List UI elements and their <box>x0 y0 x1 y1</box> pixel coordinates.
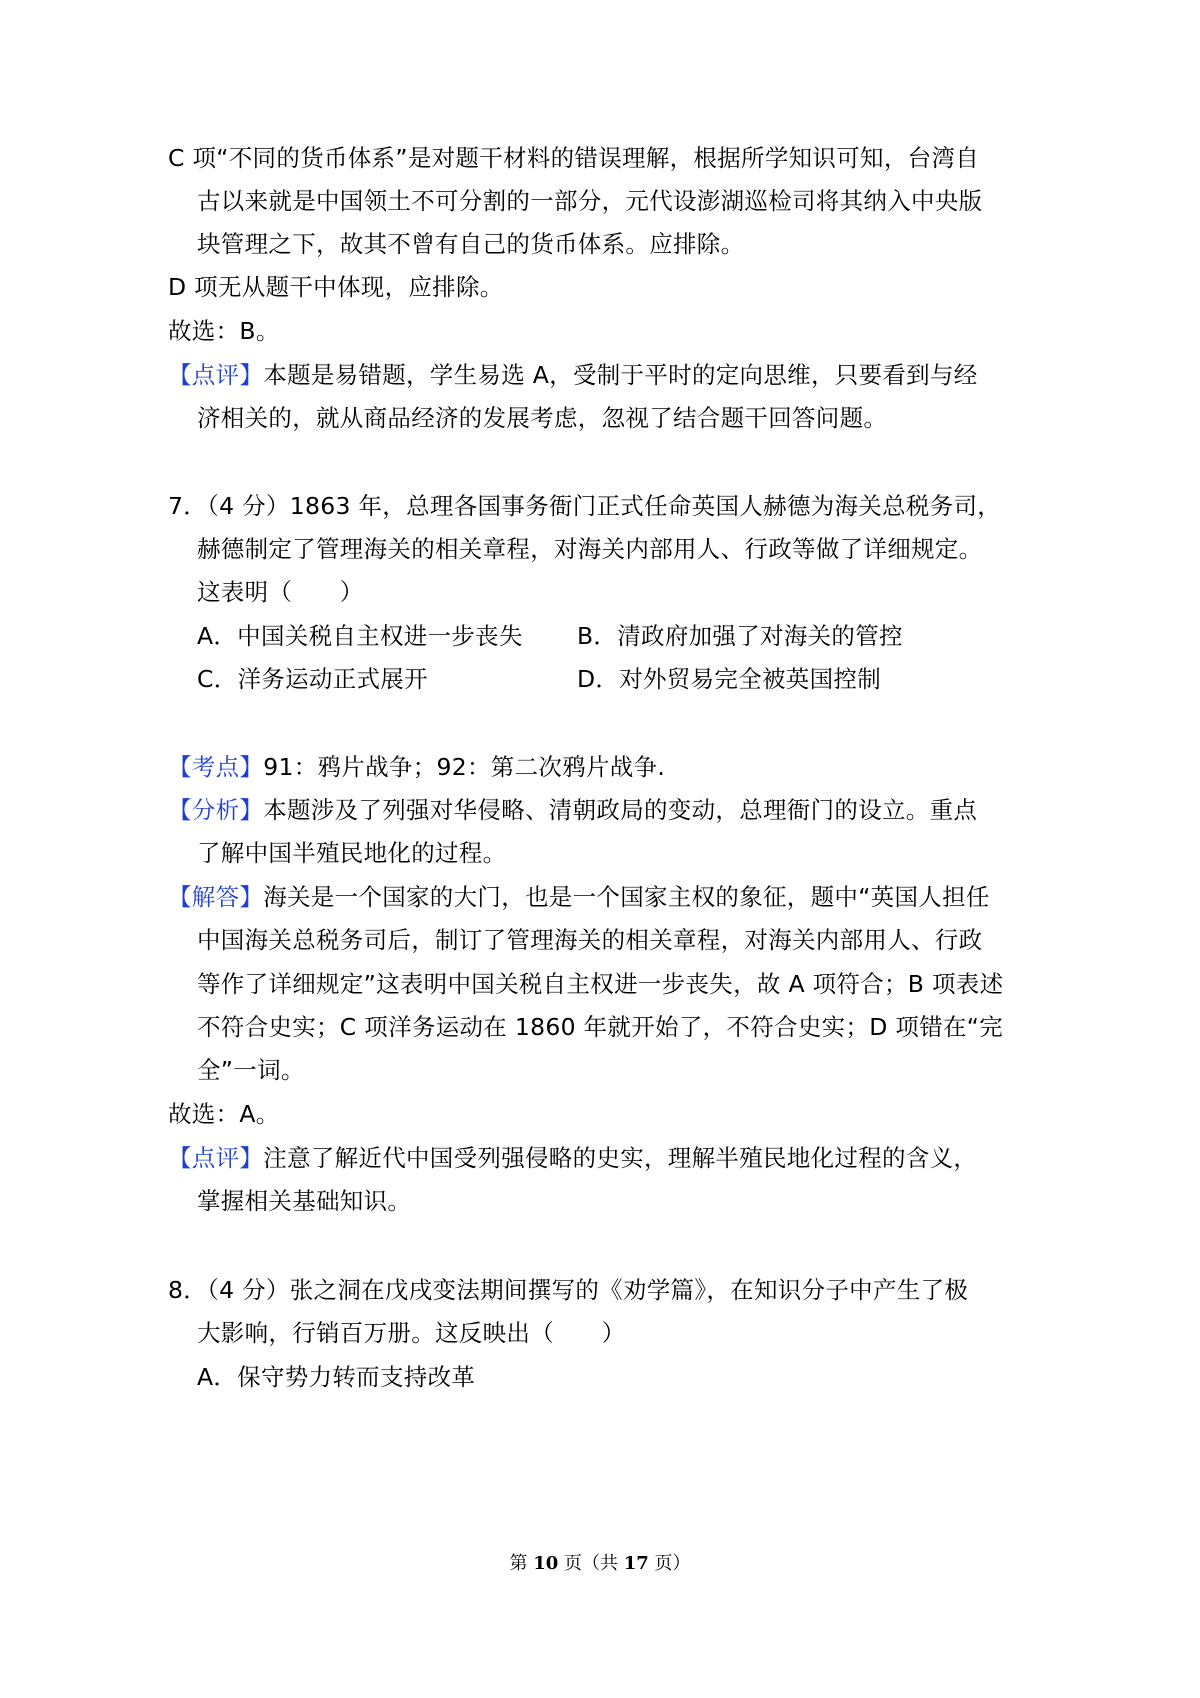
line-text: D 项无从题干中体现，应排除。 <box>168 273 504 301</box>
text-line <box>0 831 1200 875</box>
footer-suffix: 页） <box>648 1553 691 1574</box>
comment-line <box>0 353 1200 397</box>
key-point-line <box>0 745 1200 789</box>
page-footer <box>0 1550 1200 1578</box>
line-text: 8．（4 分）张之洞在戊戌变法期间撰写的《劝学篇》，在知识分子中产生了极 <box>168 1276 969 1304</box>
line-text: 中国海关总税务司后，制订了管理海关的相关章程，对海关内部用人、行政 <box>197 926 983 954</box>
total-page-number: 17 <box>623 1553 649 1574</box>
answer-line <box>0 875 1200 919</box>
answer-tag: 【解答】 <box>168 883 264 911</box>
line-text: 这表明（ ） <box>197 578 364 606</box>
line-text: 故选：A。 <box>168 1100 280 1128</box>
comment-tag: 【点评】 <box>168 1144 264 1172</box>
line-text: C 项“不同的货币体系”是对题干材料的错误理解，根据所学知识可知，台湾自 <box>168 144 980 172</box>
text-line <box>0 309 1200 353</box>
text-line <box>0 1311 1200 1355</box>
line-text: 故选：B。 <box>168 317 280 345</box>
option-b: B．清政府加强了对海关的管控 <box>577 622 903 650</box>
option-a: A．中国关税自主权进一步丧失 <box>197 622 523 650</box>
text-line <box>0 1048 1200 1092</box>
line-text: 掌握相关基础知识。 <box>197 1187 412 1215</box>
question-7-options-row-1 <box>0 614 1200 658</box>
line-text: 注意了解近代中国受列强侵略的史实，理解半殖民地化过程的含义， <box>263 1144 978 1172</box>
text-line <box>0 527 1200 571</box>
option-a <box>0 1355 1200 1399</box>
line-text: 本题是易错题，学生易选 A，受制于平时的定向思维，只要看到与经 <box>263 361 978 389</box>
comment-line <box>0 1136 1200 1180</box>
line-text: 全”一词。 <box>197 1056 305 1084</box>
comment-tag: 【点评】 <box>168 361 264 389</box>
footer-middle: 页（共 <box>558 1553 624 1574</box>
option-c: C．洋务运动正式展开 <box>197 665 428 693</box>
line-text: 大影响，行销百万册。这反映出（ ） <box>197 1319 626 1347</box>
option-d: D．对外贸易完全被英国控制 <box>577 665 881 693</box>
footer-prefix: 第 <box>509 1553 534 1574</box>
text-line <box>0 136 1200 180</box>
line-text: 7．（4 分）1863 年，总理各国事务衙门正式任命英国人赫德为海关总税务司， <box>168 492 1002 520</box>
line-text: 91：鸦片战争；92：第二次鸦片战争. <box>263 753 666 781</box>
text-line <box>0 222 1200 266</box>
line-text: 不符合史实；C 项洋务运动在 1860 年就开始了，不符合史实；D 项错在“完 <box>197 1013 1004 1041</box>
line-text: 等作了详细规定”这表明中国关税自主权进一步丧失，故 A 项符合；B 项表述 <box>197 970 1004 998</box>
question-7-options-row-2 <box>0 657 1200 701</box>
line-text: 古以来就是中国领土不可分割的一部分，元代设澎湖巡检司将其纳入中央版 <box>197 187 983 215</box>
line-text: 赫德制定了管理海关的相关章程，对海关内部用人、行政等做了详细规定。 <box>197 535 983 563</box>
line-text: 海关是一个国家的大门，也是一个国家主权的象征，题中“英国人担任 <box>263 883 990 911</box>
key-point-tag: 【考点】 <box>168 753 264 781</box>
line-text: A．保守势力转而支持改革 <box>197 1363 476 1391</box>
text-line <box>0 1092 1200 1136</box>
text-line <box>0 1005 1200 1049</box>
question-7-stem <box>0 484 1200 528</box>
analysis-tag: 【分析】 <box>168 796 264 824</box>
line-text: 本题涉及了列强对华侵略、清朝政局的变动，总理衙门的设立。重点 <box>263 796 978 824</box>
question-8-stem <box>0 1268 1200 1312</box>
text-line <box>0 918 1200 962</box>
text-line <box>0 179 1200 223</box>
text-line <box>0 962 1200 1006</box>
text-line <box>0 1179 1200 1223</box>
text-line <box>0 396 1200 440</box>
line-text: 济相关的，就从商品经济的发展考虑，忽视了结合题干回答问题。 <box>197 404 888 432</box>
line-text: 块管理之下，故其不曾有自己的货币体系。应排除。 <box>197 230 745 258</box>
current-page-number: 10 <box>533 1553 559 1574</box>
text-line <box>0 570 1200 614</box>
line-text: 了解中国半殖民地化的过程。 <box>197 839 507 867</box>
analysis-line <box>0 788 1200 832</box>
text-line <box>0 265 1200 309</box>
